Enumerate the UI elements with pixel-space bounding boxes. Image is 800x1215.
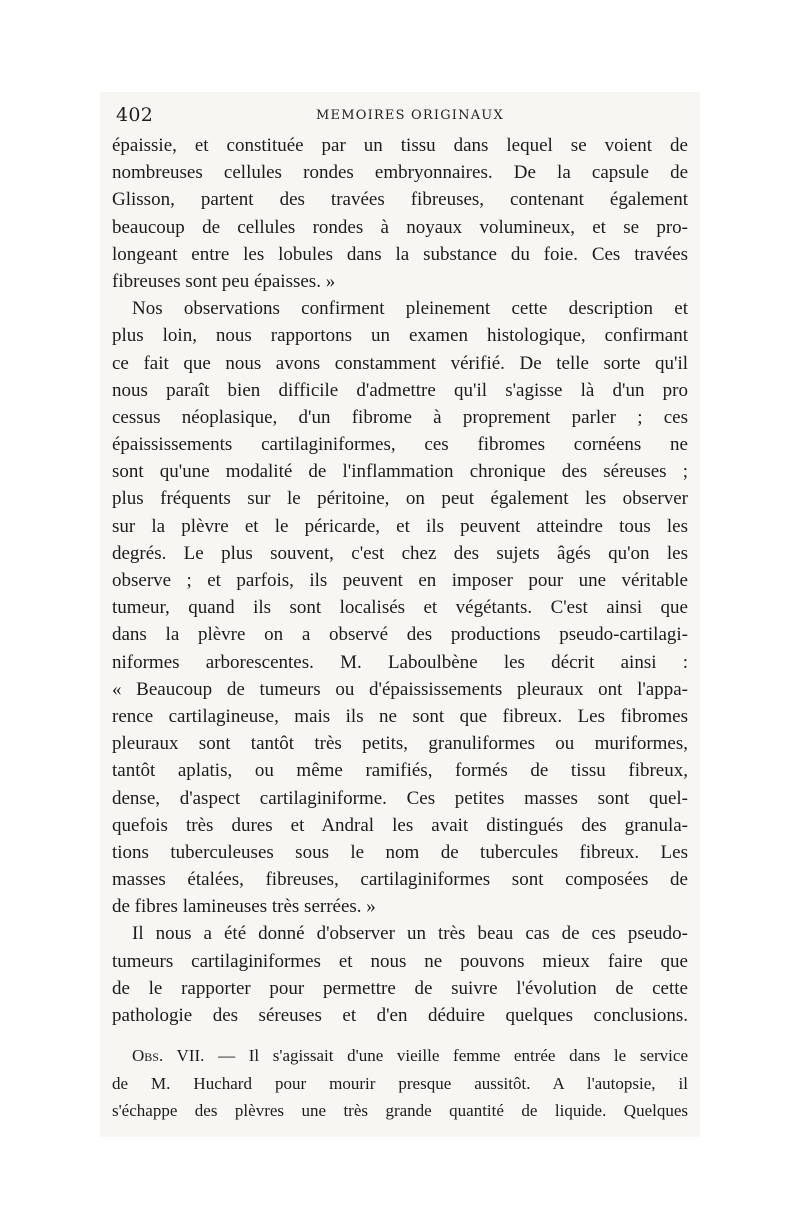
running-title: MEMOIRES ORIGINAUX xyxy=(316,108,504,123)
text-line: Nos observations confirment pleinement cette description et xyxy=(132,298,688,320)
text-line: tumeurs cartilaginiformes et nous ne pouvons mieux faire que xyxy=(112,950,688,972)
text-line: fibreuses sont peu épaisses. » xyxy=(112,270,336,292)
text-line: longeant entre les lobules dans la substance du foie. Ces travées xyxy=(112,243,688,265)
text-line: beaucoup de cellules rondes à noyaux volumineux, et se pro- xyxy=(112,216,688,238)
body-text xyxy=(112,132,688,1029)
text-line: cessus néoplasique, d'un fibrome à proprement parler ; ces xyxy=(112,406,688,428)
text-line: plus fréquents sur le péritoine, on peut également les observer xyxy=(112,488,688,510)
text-line: observe ; et parfois, ils peuvent en imposer pour une véritable xyxy=(112,570,688,591)
text-line: ce fait que nous avons constamment vérifié. De telle sorte qu'il xyxy=(112,352,688,374)
text-line: de fibres lamineuses très serrées. » xyxy=(112,896,376,918)
text-line: nous paraît bien difficile d'admettre qu'il s'agisse là d'un pro xyxy=(112,379,688,401)
scanned-page xyxy=(100,92,700,1137)
text-line: nombreuses cellules rondes embryonnaires. De la capsule de xyxy=(112,162,688,184)
page-header xyxy=(116,102,686,130)
text-line: Glisson, partent des travées fibreuses, contenant également xyxy=(112,189,688,211)
text-line: épaissie, et constituée par un tissu dans lequel se voient de xyxy=(112,135,688,156)
text-line: quefois très dures et Andral les avait distingués des granula- xyxy=(112,814,688,836)
text-line: tumeur, quand ils sont localisés et végétants. C'est ainsi que xyxy=(112,597,688,619)
text-line: épaississements cartilaginiformes, ces fibromes cornéens ne xyxy=(112,434,688,456)
text-line: rence cartilagineuse, mais ils ne sont que fibreux. Les fibromes xyxy=(112,705,688,727)
text-line: sont qu'une modalité de l'inflammation chronique des séreuses ; xyxy=(112,461,688,483)
observation-line: s'échappe des plèvres une très grande quantité de liquide. Quelques xyxy=(112,1101,688,1120)
observation-line xyxy=(112,1042,688,1070)
observation-text: — Il s'agissait d'une vieille femme entrée dans le service xyxy=(204,1046,689,1065)
text-line: dans la plèvre on a observé des productions pseudo-cartilagi- xyxy=(112,624,688,646)
text-line: pathologie des séreuses et d'en déduire quelques conclusions. xyxy=(112,1005,688,1026)
text-line: pleuraux sont tantôt très petits, granuliformes ou muriformes, xyxy=(112,733,688,755)
text-line: degrés. Le plus souvent, c'est chez des sujets âgés qu'on les xyxy=(112,542,688,564)
text-line: masses étalées, fibreuses, cartilaginiformes sont composées de xyxy=(112,869,688,891)
observation-label: Obs. VII. xyxy=(132,1046,205,1065)
text-line: dense, d'aspect cartilaginiforme. Ces petites masses sont quel- xyxy=(112,787,688,809)
text-line: niformes arborescentes. M. Laboulbène les décrit ainsi : xyxy=(112,651,688,673)
observation-line: de M. Huchard pour mourir presque aussitôt. A l'autopsie, il xyxy=(112,1073,688,1093)
text-line: plus loin, nous rapportons un examen histologique, confirmant xyxy=(112,325,688,347)
page-number: 402 xyxy=(116,104,154,126)
text-line: Il nous a été donné d'observer un très beau cas de ces pseudo- xyxy=(132,923,688,945)
text-line: tantôt aplatis, ou même ramifiés, formés de tissu fibreux, xyxy=(112,760,688,782)
observation-block xyxy=(112,1042,688,1125)
text-line: de le rapporter pour permettre de suivre l'évolution de cette xyxy=(112,977,688,999)
text-line: sur la plèvre et le péricarde, et ils peuvent atteindre tous les xyxy=(112,515,688,537)
text-line: tions tuberculeuses sous le nom de tubercules fibreux. Les xyxy=(112,841,688,863)
text-line: « Beaucoup de tumeurs ou d'épaississements pleuraux ont l'appa- xyxy=(112,678,688,700)
